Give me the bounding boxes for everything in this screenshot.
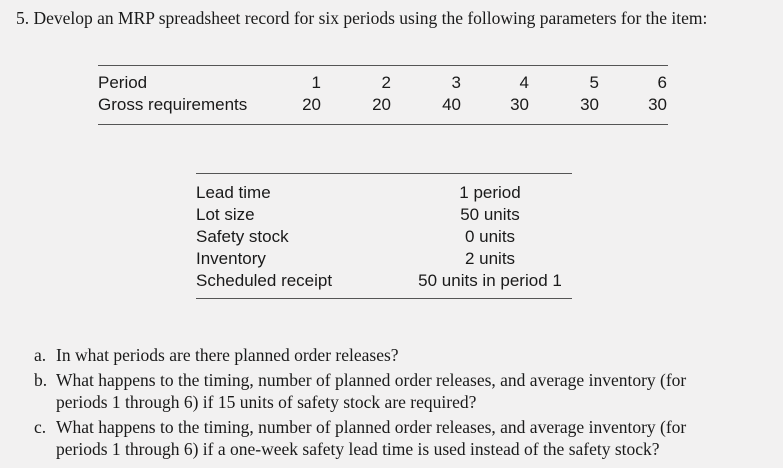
gross-requirement-cell: 20 <box>372 95 391 114</box>
table-top-rule <box>98 65 668 66</box>
param-label-scheduled-receipt: Scheduled receipt <box>196 271 333 290</box>
period-cell: 3 <box>451 73 461 92</box>
gross-requirement-cell: 40 <box>442 95 461 114</box>
params-top-rule <box>196 173 572 174</box>
period-row-label: Period <box>98 73 148 92</box>
question-title: 5. Develop an MRP spreadsheet record for six periods using the following parameters for the item: <box>16 8 708 28</box>
params-bottom-rule <box>196 298 572 299</box>
gross-requirement-cell: 30 <box>648 95 667 114</box>
param-value-lead-time: 1 period <box>459 183 521 202</box>
param-value-scheduled-receipt: 50 units in period 1 <box>418 271 562 290</box>
table-bottom-rule <box>98 124 668 125</box>
period-table <box>98 64 668 126</box>
param-value-lot-size: 50 units <box>460 205 520 224</box>
sub-question-a-letter: a. <box>34 345 47 365</box>
sub-question-b-text-line1: What happens to the timing, number of planned order releases, and average inventory (for <box>56 370 687 390</box>
sub-question-b-letter: b. <box>34 370 48 390</box>
sub-question-c-text-line1: What happens to the timing, number of planned order releases, and average inventory (for <box>56 417 687 437</box>
sub-question-b-text-line2: periods 1 through 6) if 15 units of safety stock are required? <box>56 392 477 412</box>
gross-requirement-cell: 30 <box>510 95 529 114</box>
param-value-inventory: 2 units <box>464 249 516 268</box>
gross-requirement-cell: 20 <box>302 95 321 114</box>
sub-question-c-letter: c. <box>34 417 47 437</box>
period-cell: 2 <box>381 73 391 92</box>
param-label-safety-stock: Safety stock <box>196 227 289 246</box>
param-value-safety-stock: 0 units <box>464 227 516 246</box>
param-label-lot-size: Lot size <box>196 205 255 224</box>
parameters-table <box>196 173 572 299</box>
period-cell: 1 <box>311 73 321 92</box>
sub-question-c-text-line2: periods 1 through 6) if a one-week safety lead time is used instead of the safety stock? <box>56 439 660 459</box>
period-cell: 4 <box>519 73 529 92</box>
sub-question-a-text: In what periods are there planned order releases? <box>56 345 399 365</box>
period-cell: 5 <box>589 73 599 92</box>
gross-requirements-label: Gross requirements <box>98 95 248 114</box>
gross-requirement-cell: 30 <box>580 95 599 114</box>
param-label-inventory: Inventory <box>196 249 266 268</box>
period-cell: 6 <box>657 73 667 92</box>
param-label-lead-time: Lead time <box>196 183 271 202</box>
